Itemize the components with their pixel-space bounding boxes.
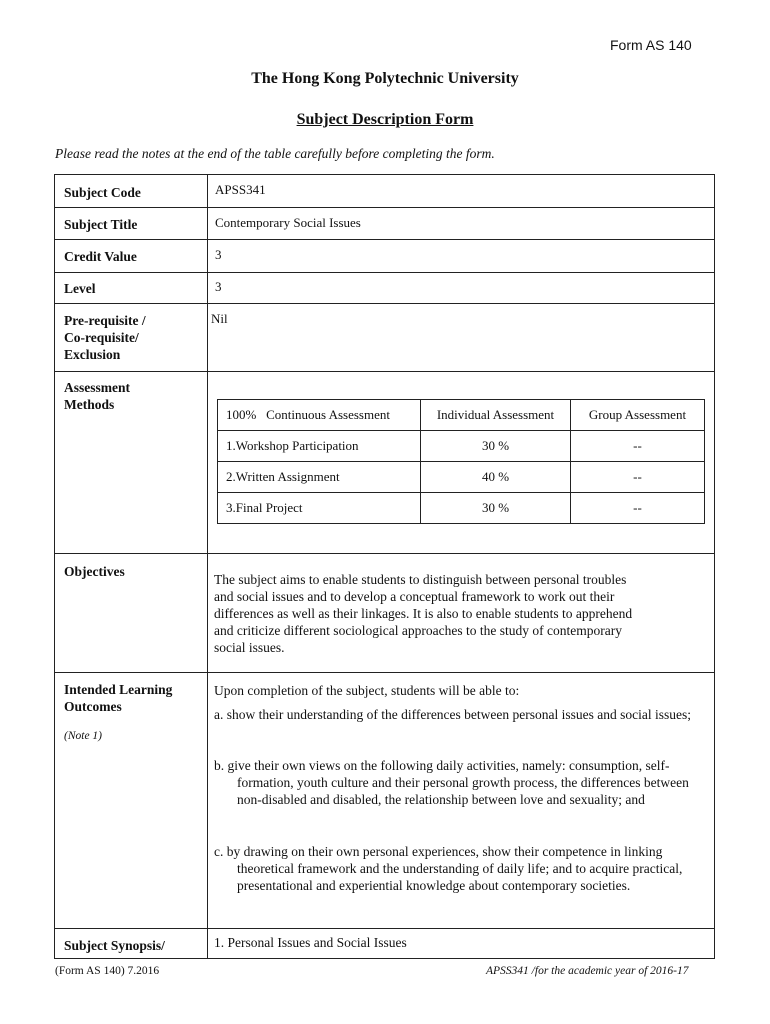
subject-code-label: Subject Code: [64, 185, 141, 200]
credit-value-value: 3: [215, 247, 222, 262]
assessment-item-name: 2.Written Assignment: [218, 462, 421, 493]
prerequisite-value: Nil: [211, 311, 228, 326]
assessment-item-individual: 30 %: [421, 431, 571, 462]
assessment-item-individual: 40 %: [421, 462, 571, 493]
footer-academic-year: APSS341 /for the academic year of 2016-17: [486, 965, 689, 977]
subject-table: [54, 174, 715, 959]
instruction-note: Please read the notes at the end of the table carefully before completing the form.: [55, 146, 495, 161]
table-row: [218, 493, 705, 524]
synopsis-first-item: 1. Personal Issues and Social Issues: [214, 935, 407, 950]
assessment-header-continuous: 100% Continuous Assessment: [218, 400, 421, 431]
table-row: [218, 431, 705, 462]
ilo-item-b: b. give their own views on the following daily activities, namely: consumption, self-formation, youth culture and their personal growth process, the differences between non-disabled and disabled, the relationship between love and sexuality; and: [214, 758, 689, 807]
assessment-item-individual: 30 %: [421, 493, 571, 524]
row-subject-code: [55, 175, 714, 208]
assessment-item-group: --: [571, 431, 705, 462]
assessment-label: Assessment Methods: [64, 380, 130, 412]
level-value: 3: [215, 279, 222, 294]
objectives-label: Objectives: [64, 564, 125, 579]
subject-title-label: Subject Title: [64, 217, 138, 232]
subject-code-value: APSS341: [215, 182, 266, 197]
university-name: The Hong Kong Polytechnic University: [251, 70, 519, 87]
assessment-header-row: [218, 400, 705, 431]
form-title: Subject Description Form: [296, 111, 474, 128]
assessment-table: [217, 399, 705, 524]
form-id: Form AS 140: [610, 37, 692, 53]
prerequisite-label: Pre-requisite / Co-requisite/ Exclusion: [64, 313, 146, 362]
credit-value-label: Credit Value: [64, 249, 137, 264]
row-prerequisite: [55, 304, 714, 372]
assessment-header-group: Group Assessment: [571, 400, 705, 431]
subject-title-value: Contemporary Social Issues: [215, 215, 361, 230]
row-level: [55, 273, 714, 304]
assessment-item-group: --: [571, 493, 705, 524]
objectives-text: The subject aims to enable students to distinguish between personal troubles and social issues and to develop a conceptual framework to work out their differences as well as their linkages. It is also to enable students to apprehend and criticize different sociological approaches to the study of contemporary social issues.: [214, 572, 633, 655]
assessment-item-name: 3.Final Project: [218, 493, 421, 524]
assessment-header-individual: Individual Assessment: [421, 400, 571, 431]
table-row: [218, 462, 705, 493]
footer-form-version: (Form AS 140) 7.2016: [55, 965, 160, 977]
synopsis-label: Subject Synopsis/: [64, 938, 165, 953]
level-label: Level: [64, 281, 96, 296]
row-subject-title: [55, 208, 714, 240]
ilo-label: Intended Learning Outcomes (Note 1): [64, 681, 172, 745]
assessment-item-name: 1.Workshop Participation: [218, 431, 421, 462]
ilo-item-a: a. show their understanding of the differences between personal issues and social issues;: [214, 707, 691, 722]
assessment-item-group: --: [571, 462, 705, 493]
row-credit-value: [55, 240, 714, 273]
ilo-note: (Note 1): [64, 730, 103, 742]
ilo-item-c: c. by drawing on their own personal experiences, show their competence in linking theoretical framework and the understanding of daily life; and to acquire practical, presentational and experiential knowledge about contemporary societies.: [214, 844, 683, 893]
ilo-intro: Upon completion of the subject, students will be able to:: [214, 683, 520, 698]
